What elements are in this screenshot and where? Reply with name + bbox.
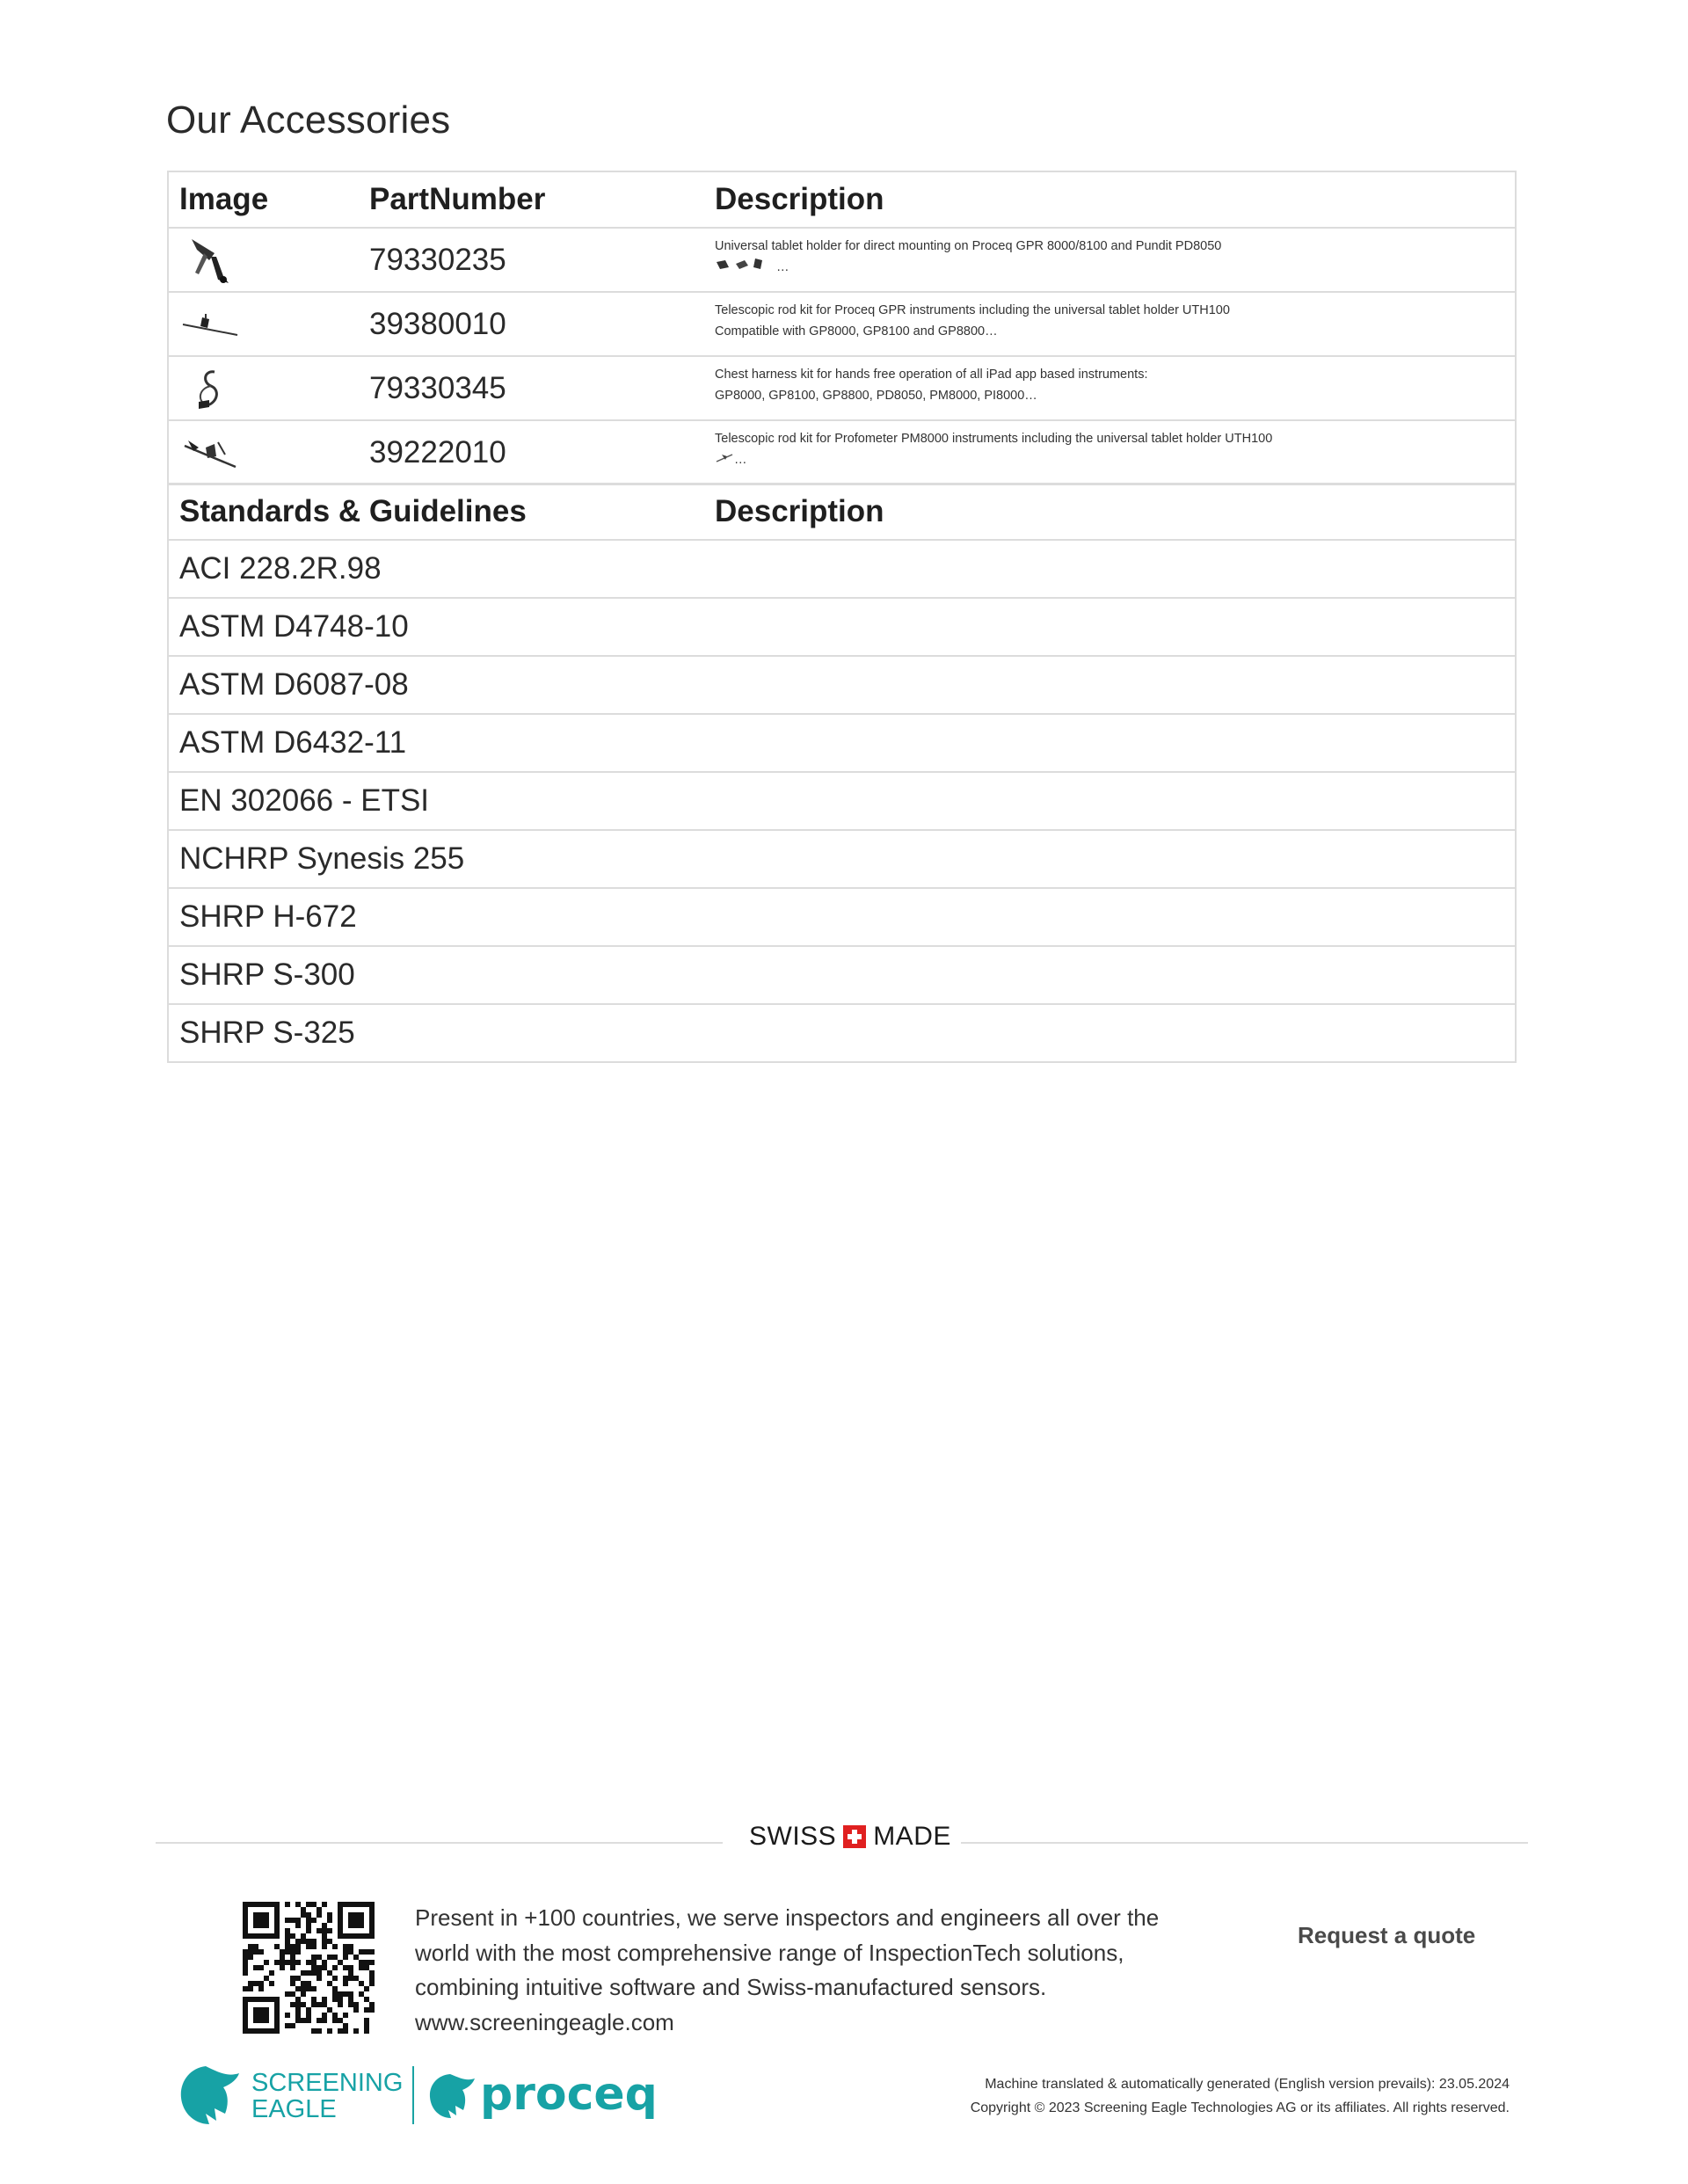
table-row	[168, 888, 1516, 946]
standard-name: EN 302066 - ETSI	[168, 772, 704, 830]
rod-kit-icon	[179, 433, 241, 472]
standard-description	[704, 714, 1516, 772]
blurb-line: Present in +100 countries, we serve inspectors and engineers all over the	[415, 1904, 1160, 1931]
header-image: Image	[168, 171, 359, 228]
eagle-icon	[181, 2066, 239, 2124]
standard-name: ACI 228.2R.98	[168, 540, 704, 598]
standard-name: ASTM D4748-10	[168, 598, 704, 656]
standards-table	[167, 483, 1517, 1063]
table-header-row	[168, 484, 1516, 540]
header-description: Description	[704, 171, 1516, 228]
page-title: Our Accessories	[166, 98, 451, 142]
standard-name: ASTM D6432-11	[168, 714, 704, 772]
description-cell	[704, 292, 1516, 356]
accessory-mini-images	[715, 451, 734, 463]
logo-screening-text: SCREENING	[251, 2069, 404, 2097]
blurb-line: combining intuitive software and Swiss-manufactured sensors.	[415, 1974, 1047, 2000]
footer-divider-left	[156, 1842, 723, 1844]
description-line: GP8000, GP8100, GP8800, PD8050, PM8000, PI8000…	[715, 389, 1037, 403]
standard-description	[704, 830, 1516, 888]
standard-description	[704, 946, 1516, 1004]
standard-name: SHRP S-325	[168, 1004, 704, 1062]
table-row	[168, 772, 1516, 830]
description-line: Telescopic rod kit for Proceq GPR instruments including the universal tablet holder UTH100	[715, 303, 1230, 317]
header-part-number: PartNumber	[359, 171, 704, 228]
table-row	[168, 228, 1516, 292]
header-standards: Standards & Guidelines	[168, 484, 704, 540]
standard-name: SHRP H-672	[168, 888, 704, 946]
blurb-line: world with the most comprehensive range of InspectionTech solutions,	[415, 1939, 1124, 1966]
header-description: Description	[704, 484, 1516, 540]
description-ellipsis: …	[734, 453, 747, 467]
part-number: 39222010	[359, 420, 704, 484]
logo-eagle-text: EAGLE	[251, 2095, 337, 2123]
standard-description	[704, 888, 1516, 946]
table-row	[168, 420, 1516, 484]
legal-notice	[971, 2072, 1510, 2120]
copyright-notice: Copyright © 2023 Screening Eagle Technologies AG or its affiliates. All rights reserved.	[970, 2100, 1510, 2115]
eagle-icon	[430, 2074, 475, 2118]
part-number: 79330345	[359, 356, 704, 420]
qr-code[interactable]	[243, 1902, 375, 2034]
description-ellipsis: …	[776, 260, 789, 274]
table-row	[168, 292, 1516, 356]
standard-description	[704, 540, 1516, 598]
table-row	[168, 598, 1516, 656]
swiss-flag-icon	[843, 1825, 866, 1848]
description-line: Telescopic rod kit for Profometer PM8000 instruments including the universal tablet holder UTH100	[715, 432, 1273, 446]
translation-notice: Machine translated & automatically generated (English version prevails): 23.05.2024	[985, 2077, 1510, 2092]
table-row	[168, 714, 1516, 772]
table-row	[168, 356, 1516, 420]
request-quote-link[interactable]: Request a quote	[1298, 1922, 1476, 1948]
company-blurb	[415, 1901, 1189, 2040]
description-line: Compatible with GP8000, GP8100 and GP8800…	[715, 324, 998, 339]
accessory-mini-images	[715, 257, 776, 271]
logo-proceq-text: proceq	[480, 2071, 658, 2121]
table-row	[168, 1004, 1516, 1062]
accessories-table	[167, 171, 1517, 485]
description-cell	[704, 356, 1516, 420]
standard-description	[704, 598, 1516, 656]
table-row	[168, 830, 1516, 888]
standard-name: NCHRP Synesis 255	[168, 830, 704, 888]
standard-name: ASTM D6087-08	[168, 656, 704, 714]
part-number: 79330235	[359, 228, 704, 292]
table-row	[168, 540, 1516, 598]
made-label: MADE	[873, 1822, 951, 1851]
standard-description	[704, 656, 1516, 714]
swiss-label: SWISS	[749, 1822, 837, 1851]
product-thumbnail	[168, 356, 359, 420]
table-row	[168, 656, 1516, 714]
footer-divider-right	[961, 1842, 1528, 1844]
product-thumbnail	[168, 420, 359, 484]
table-row	[168, 946, 1516, 1004]
table-header-row	[168, 171, 1516, 228]
description-cell	[704, 228, 1516, 292]
swiss-made-badge	[749, 1822, 951, 1852]
product-thumbnail	[168, 228, 359, 292]
description-line: Chest harness kit for hands free operation of all iPad app based instruments:	[715, 368, 1148, 382]
telescopic-rod-icon	[179, 307, 241, 342]
proceq-logo	[427, 2071, 665, 2122]
standard-description	[704, 772, 1516, 830]
logo-divider	[412, 2066, 414, 2124]
part-number: 39380010	[359, 292, 704, 356]
website-link[interactable]: www.screeningeagle.com	[415, 2008, 674, 2035]
screening-eagle-logo	[176, 2063, 404, 2128]
standard-name: SHRP S-300	[168, 946, 704, 1004]
description-line: Universal tablet holder for direct mounting on Proceq GPR 8000/8100 and Pundit PD8050	[715, 239, 1222, 253]
chest-harness-icon	[179, 367, 241, 411]
standard-description	[704, 1004, 1516, 1062]
description-cell	[704, 420, 1516, 484]
product-thumbnail	[168, 292, 359, 356]
tablet-holder-icon	[179, 234, 241, 287]
